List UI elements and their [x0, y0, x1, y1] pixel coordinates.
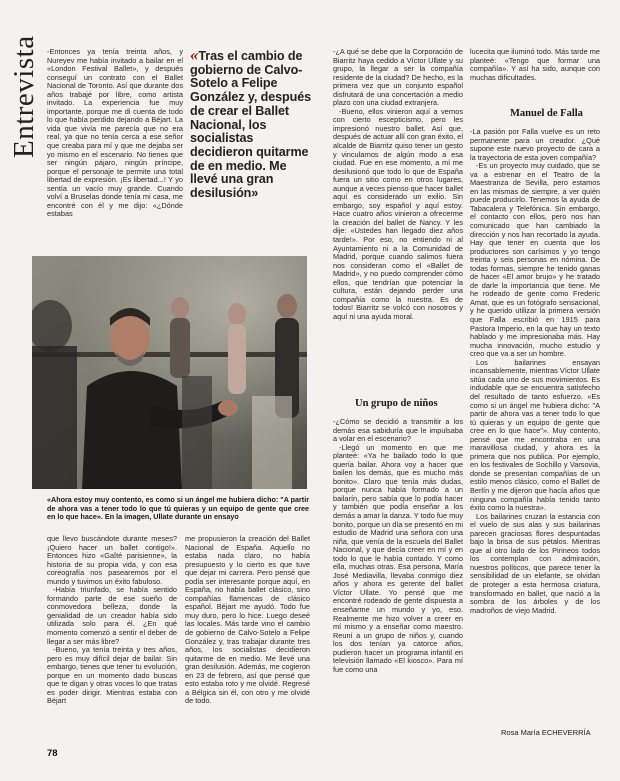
paragraph: me propusieron la creación del Ballet Nacional de España. Aquello no estaba nada claro, no había presupuesto y lo cierto es que tuve que dejar mi carrera. Pero pensé que podía ser interesante porque aquí, en España, no había ballet clásico, sino compañías flamencas de clásico español. Béjart me ayudó. Todo fue muy duro, pero lo hice. Luego deseé las locales. Más tarde vino el cambio de gobierno de Calvo-Sotelo a Felipe González y, tras trabajar durante tres años, los socialistas decidieron quitarme de en medio. Me llevé una gran desilusión. Además, me cogieron en 23 de febrero, así que pensé que esto estaba roto y me olvidé. Regresé a Bélgica sin él, con otro y me olvidé de todo.	[185, 535, 310, 706]
paragraph: -¿A qué se debe que la Corporación de Biarritz haya cedido a Víctor Ullate y su grupo, la llegar a ser la compañía residente de la ciudad? De hecho, es la primera vez que un conjunto español disfrutará de una concertación a medio plazo con una ciudad extranjera.	[333, 48, 463, 108]
paragraph: -La pasión por Falla vuelve es un reto permanente para un creador. ¿Qué supone este nuevo proyecto de cara a la trayectoria de esta joven compañía?	[470, 128, 600, 162]
pull-quote	[190, 45, 314, 248]
photo-caption: «Ahora estoy muy contento, es como si un ángel me hubiera dicho: "A partir de ahora vas a tener todo lo que tú quieras y un equipo de gente que cree en lo que hace». En la imagen, Ullate durante un ensayo	[47, 495, 309, 522]
article-column-3-top	[333, 48, 463, 388]
article-column-4	[470, 128, 600, 724]
subheading: Un grupo de niños	[355, 398, 438, 409]
paragraph: que llevo buscándote durante meses? ¡Quiero hacer un ballet contigo!». Entonces hizo «Gaîté parisienne», la historia de su propia vida, y con esa coreografía nos pasearemos por el mundo y tuvimos un éxito fabuloso.	[47, 535, 177, 586]
paragraph: Los bailarines ensayan incansablemente, mientras Víctor Ullate sitúa cada uno de sus movimientos. Es indudable que se encuentra satisfecho del resultado de tanto esfuerzo. «Es como si un ángel me hubiera dicho: "A partir de ahora vas a tener todo lo que tú quieras y un equipo de gente que cree en lo que hace"». Muy contento, pensé que me encontraba en una maravillosa ciudad, y ahora es la primera que nos publica. Por ejemplo, en los festivales de Sochillo y Varsovia, donde se presentan compañías de un estilo menos clásico, como el Ballet de Berlín y me dijeron que hacía años que ninguna compañía había tenido tanto éxito como la nuestra».	[470, 357, 600, 513]
article-column-3-bottom	[333, 418, 463, 756]
article-column-1-top	[47, 48, 183, 253]
pull-quote-mark: «	[190, 45, 199, 64]
section-title: Entrevista	[8, 35, 40, 158]
paragraph: lucecita que iluminó todo. Más tarde me planteé: «Tengo que formar una compañía». Y así ha sido, aunque con muchas dificultades.	[470, 48, 600, 82]
paragraph: -Es un proyecto muy cuidado, que se va a estrenar en el Teatro de la Maestranza de Sevilla, pero estamos en las mismas de siempre, a ver quién puede producirlo. Tenemos la ayuda de Tabacalera y Telefónica. Sin embargo, el contacto con ellos, pero nos han comunicado que han cambiado la dirección y nos han recortado la ayuda. Hay que tener en cuenta que los productores son carísimos y yo tengo treinta y seis personas en nómina. De todas formas, siempre he tenido ganas de hacer «El amor brujo» y he tratado de darle la importancia que tiene. Me he rodeado de gente como Frederic Amat, que es un fotógrafo sensacional, y he querido utilizar la primera versión que Falla escribió en 1915 para Pastora Imperio, en la que hay un texto hablado y me impresionaba más. Hay mucha innovación, mucho estudio y creo que va a ser un hombre.	[470, 161, 600, 359]
paragraph: Los bailarines cruzan la estancia con el vuelo de sus alas y sus bailarinas parecen graciosas flores despuntadas bajo la brisa de sus pétalos. Mientras que al otro lado de los Pirineos todos los contemplan con admiración, nuestros políticos, que parece tener la sensibilidad de un elefante, se olvidan de proteger a esta hermosa criatura, transformado en ballet, que nació a la sombra de los árboles y de los madroños de viejo Madrid.	[470, 511, 600, 615]
paragraph: -Bueno, ya tenía treinta y tres años, pero es muy difícil dejar de bailar. Sin embargo, tienes que tener tu evolución, porque en un momento dado buscas que te digan y otras voces lo que tratas es poder dirigir. Mientras estaba con Béjart	[47, 645, 177, 706]
pull-quote-text: Tras el cambio de gobierno de Calvo-Sotelo a Felipe González y, después de crear el Ballet Nacional, los socialistas decidieron quitarme de en medio. Me llevé una gran desilusión»	[190, 49, 312, 201]
paragraph: -Bueno, ellos vinieron aquí a vernos con cierto escepticismo, pero les impresionó nuestro ballet. Así que, después de actuar allí con gran éxito, el alcalde de Biarritz quiso tener un gesto y vincularnos de algún modo a esa ciudad. Fue en ese momento, a mí me desilusionó que todo lo que de España fuera un sitio como en otros lugares, aunque a veces pienso que hacer ballet aquí es considerado un exilio. Sin embargo, soy español y aquí estoy. Hace cuatro años vinieron a ofrecerme la creación del ballet de Nancy. Y les dije: «Ustedes han llegado diez años tarde!». Por eso, no entiendo ni al Ayuntamiento ni a la Comunidad de Madrid, porque cuando salimos fuera nos consideran como el «Ballet de Madrid», y no puedo comprender cómo ellos, que tendrían que potenciar la cultura, están dejando perder una compañía como la nuestra. Es de todos! Biarritz se volcó con nosotros y aquí ni una ayuda moral.	[333, 106, 463, 321]
article-column-4-top	[470, 48, 600, 96]
paragraph: -¿Cómo se decidió a transmitir a los demás esa sabiduría que le impulsaba a volar en el escenario?	[333, 418, 463, 444]
author-signature: Rosa María ECHEVERRÍA	[501, 728, 591, 737]
paragraph: -Entonces ya tenía treinta años, y Nureyev me había invitado a bailar en el «London Festival Ballet», y después conseguí un contrato con el Ballet Nacional de Toronto. Así que durante dos años trabajé por libre, como artista invitado. La experiencia fue muy importante, porque me di cuenta de todo lo que había perdido dejando a Béjart. La vida que vivía me parecía que no era real, ya que no tenía cerca a ese señor que creaba para mí y que me dejaba ser yo mismo en el escenario. No tienes que ser ningún pájaro, ningún príncipe, porque el personaje te permite una total libertad de expresión. ¡Es libertad...! Y yo sentía un vacío muy grande. Cuando volví a Bruselas donde tenía mi casa, me encontré con él y me dijo: «¿Dónde estabas	[47, 48, 183, 219]
paragraph: -Llegó un momento en que me planteé: «Ya he bailado todo lo que quería bailar. Ahora voy a hacer que bailen los demás, que es mucho más bonito». Claro que tenía más dudas, porque nunca había formado a un bailarín, pero sabía que lo podía hacer y también que podía enseñar a los demás a amar la danza. Y todo fue muy bonito, porque un día se presentó en mi estudio de Madrid una señora con una niña, que venía de la escuela del Ballet Nacional, y que decía creer en mí y en todo lo que le había contado. Y como ella, muchas otras. Esa persona, María José Mediavilla, llevaba conmigo diez años y ahora es gerente del ballet Víctor Ullate. Yo pensé que me encontré rodeado de gente dispuesta a enseñarme un mundo y yo, eso. Realmente me hizo volver a creer en mí mismo y a enseñar como maestro. Reuní a un grupo de niños y, cuando los dos tenían ya catorce años, pudieron hacer un programa infantil en televisión llamado «El kiosco». Para mí fue como una	[333, 442, 463, 674]
article-column-2-bottom	[185, 535, 310, 750]
ballet-rehearsal-photo	[32, 256, 307, 489]
page-number: 78	[47, 748, 58, 759]
article-column-1-bottom	[47, 535, 177, 750]
photo-illustration	[32, 256, 307, 489]
subheading: Manuel de Falla	[510, 108, 583, 119]
paragraph: -Había triunfado, se había sentido formando parte de ese sueño de conmovedora belleza, donde la genialidad de un creador había sido utilizada solo para él. ¿En qué momento comenzó a sentir el deber de llegar a ser más libre?	[47, 585, 177, 646]
